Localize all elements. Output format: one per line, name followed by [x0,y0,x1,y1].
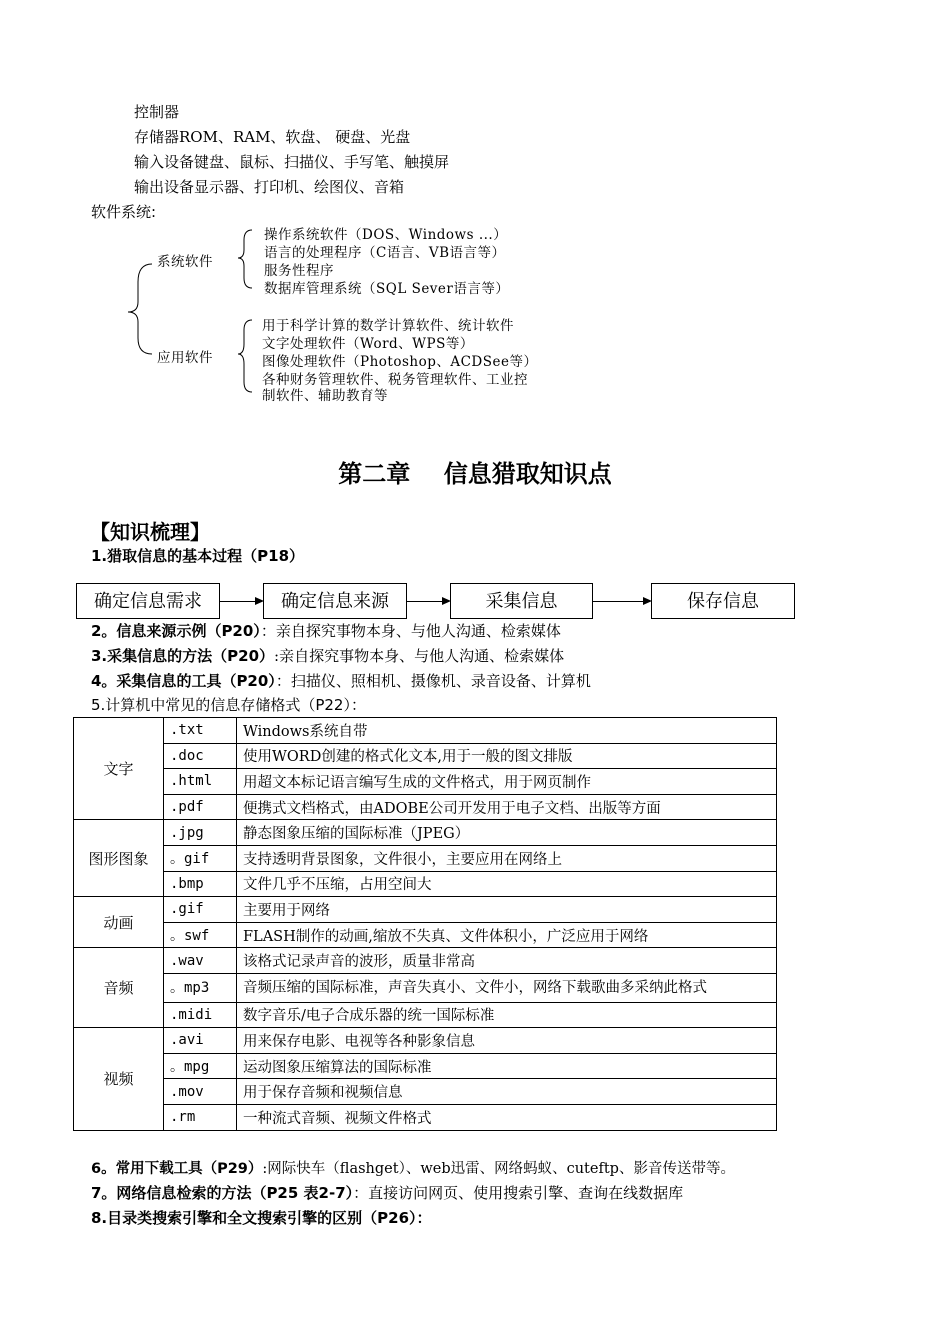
hardware-controller: 控制器 [134,103,180,121]
item-6-text: :网际快车（flashget）、web迅雷、网络蚂蚁、cuteftp、影音传送带等。 [262,1161,735,1177]
application-software-item: 用于科学计算的数学计算软件、统计软件 [262,318,514,334]
extension-cell: .jpg [164,820,237,846]
item-3-text: :亲自探究事物本身、与他人沟通、检索媒体 [274,647,565,665]
table-row [74,1053,777,1079]
table-row [74,973,777,1002]
table-row [74,1104,777,1130]
item-7 [91,1182,683,1203]
application-software-item: 各种财务管理软件、税务管理软件、工业控 [262,372,528,388]
flow-step-4: 保存信息 [651,583,795,619]
extension-cell: .avi [164,1028,237,1054]
table-row [74,1079,777,1105]
table-row [74,820,777,846]
extension-cell: 。gif [164,845,237,871]
item-6-label: 6。常用下载工具（P29） [91,1161,263,1177]
extension-cell: .pdf [164,794,237,820]
table-row [74,794,777,820]
item-4-label: 4。采集信息的工具（P20） [91,672,276,690]
format-table [73,717,777,1131]
category-cell: 视频 [74,1028,164,1130]
application-software-item: 文字处理软件（Word、WPS等） [262,336,474,352]
extension-cell: .html [164,769,237,795]
item-4 [91,670,591,691]
extension-cell: .mov [164,1079,237,1105]
extension-cell: 。mpg [164,1053,237,1079]
table-row [74,922,777,948]
category-cell: 动画 [74,897,164,948]
flow-step-3: 采集信息 [450,583,593,619]
flow-step-2: 确定信息来源 [263,583,407,619]
description-cell: 主要用于网络 [237,897,777,923]
table-row [74,1028,777,1054]
item-6 [91,1157,735,1178]
application-software-item: 制软件、辅助教育等 [262,388,388,404]
hardware-storage: 存储器ROM、RAM、软盘、 硬盘、光盘 [134,128,411,146]
table-row [74,1002,777,1028]
extension-cell: .txt [164,718,237,744]
table-row [74,718,777,744]
description-cell: 支持透明背景图象，文件很小，主要应用在网络上 [237,845,777,871]
system-software-item: 语言的处理程序（C语言、VB语言等） [264,245,506,261]
item-2-label: 2。信息来源示例（P20） [91,622,261,640]
system-software-label: 系统软件 [157,254,213,270]
flow-arrow [220,601,262,602]
item-7-label: 7。网络信息检索的方法（P25 表2-7） [91,1184,354,1202]
item-8: 8.目录类搜索引擎和全文搜索引擎的区别（P26）： [91,1209,432,1227]
hardware-output: 输出设备显示器、打印机、绘图仪、音箱 [134,178,405,196]
extension-cell: .wav [164,948,237,974]
item-3-label: 3.采集信息的方法（P20） [91,647,275,665]
item-7-text: ：直接访问网页、使用搜索引擎、查询在线数据库 [353,1184,684,1202]
application-software-item: 图像处理软件（Photoshop、ACDSee等） [262,354,538,370]
description-cell: 该格式记录声音的波形，质量非常高 [237,948,777,974]
description-cell: 用于保存音频和视频信息 [237,1079,777,1105]
extension-cell: .midi [164,1002,237,1028]
table-row [74,871,777,897]
software-heading: 软件系统: [91,203,157,221]
table-row [74,769,777,795]
description-cell: 音频压缩的国际标准，声音失真小、文件小，网络下载歌曲多采纳此格式 [237,973,777,1002]
system-software-item: 操作系统软件（DOS、Windows ...） [264,227,508,243]
extension-cell: .doc [164,743,237,769]
system-software-item: 服务性程序 [264,263,334,279]
system-software-item: 数据库管理系统（SQL Sever语言等） [264,281,510,297]
flow-arrow [593,601,650,602]
table-row [74,897,777,923]
description-cell: FLASH制作的动画,缩放不失真、文件体积小，广泛应用于网络 [237,922,777,948]
extension-cell: 。mp3 [164,973,237,1002]
category-cell: 文字 [74,718,164,820]
item-2-text: ：亲自探究事物本身、与他人沟通、检索媒体 [260,622,561,640]
description-cell: 运动图象压缩算法的国际标准 [237,1053,777,1079]
item-4-text: ：扫描仪、照相机、摄像机、录音设备、计算机 [275,672,591,690]
table-row [74,743,777,769]
extension-cell: .bmp [164,871,237,897]
table-row [74,845,777,871]
description-cell: 数字音乐/电子合成乐器的统一国际标准 [237,1002,777,1028]
application-software-label: 应用软件 [157,350,213,366]
table-row [74,948,777,974]
section-title: 【知识梳理】 [90,520,210,544]
flow-arrow [407,601,449,602]
description-cell: 文件几乎不压缩，占用空间大 [237,871,777,897]
hardware-input: 输入设备键盘、鼠标、扫描仪、手写笔、触摸屏 [134,153,450,171]
description-cell: 用超文本标记语言编写生成的文件格式，用于网页制作 [237,769,777,795]
description-cell: 静态图象压缩的国际标准（JPEG） [237,820,777,846]
extension-cell: .gif [164,897,237,923]
item-3 [91,645,564,666]
extension-cell: 。swf [164,922,237,948]
flow-step-1: 确定信息需求 [76,583,220,619]
item-1: 1.猎取信息的基本过程（P18） [91,547,305,565]
item-5: 5.计算机中常见的信息存储格式（P22）： [91,696,366,714]
software-tree-braces [120,220,280,410]
description-cell: 用来保存电影、电视等各种影象信息 [237,1028,777,1054]
item-2 [91,620,561,641]
category-cell: 音频 [74,948,164,1028]
chapter-title: 第二章 信息猎取知识点 [338,460,612,488]
description-cell: Windows系统自带 [237,718,777,744]
description-cell: 一种流式音频、视频文件格式 [237,1104,777,1130]
category-cell: 图形图象 [74,820,164,897]
description-cell: 使用WORD创建的格式化文本,用于一般的图文排版 [237,743,777,769]
description-cell: 便携式文档格式，由ADOBE公司开发用于电子文档、出版等方面 [237,794,777,820]
extension-cell: .rm [164,1104,237,1130]
